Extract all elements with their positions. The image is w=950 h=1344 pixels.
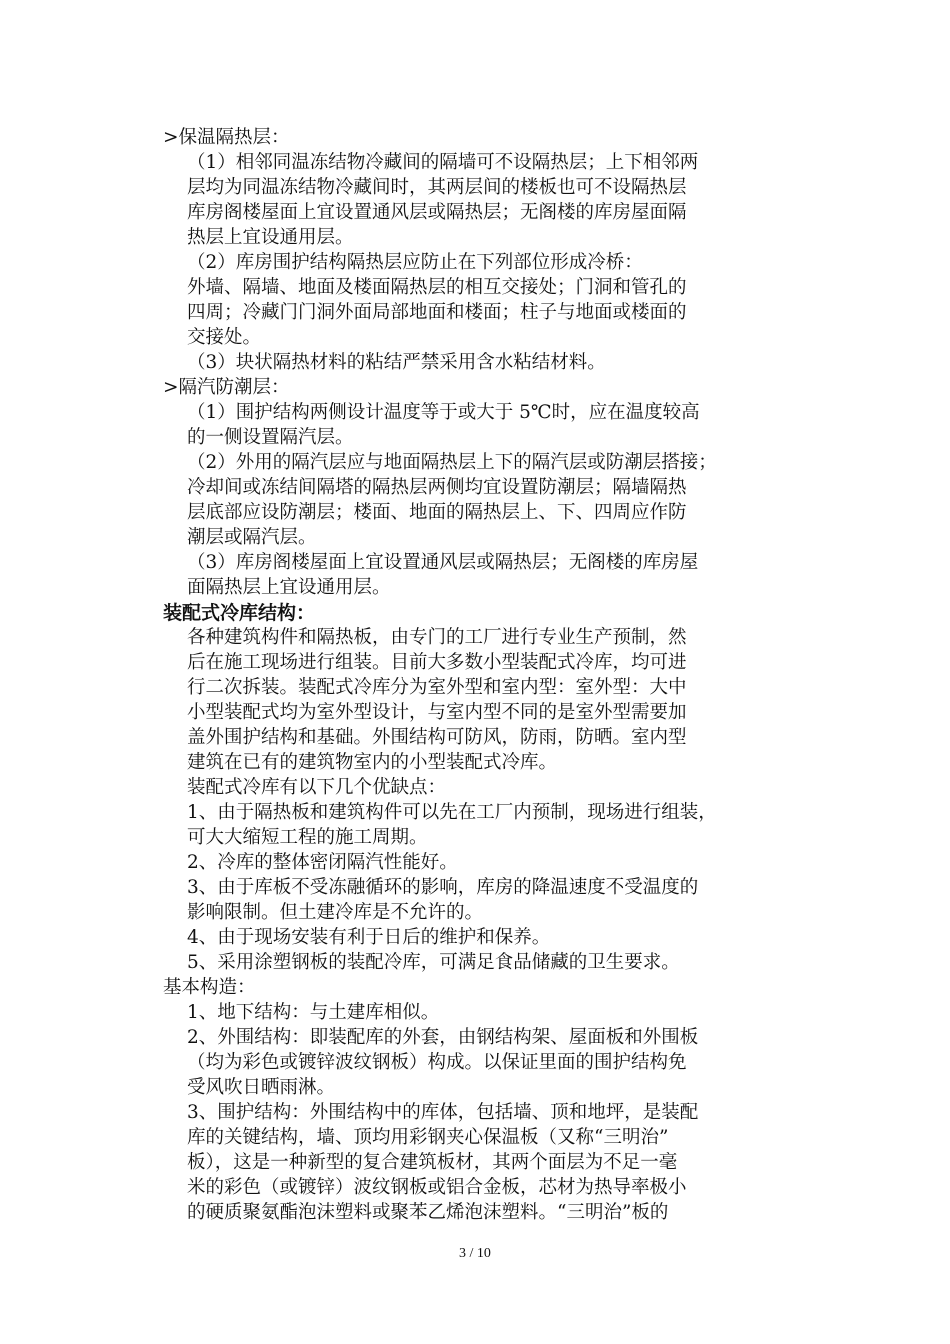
- text-line: 盖外围护结构和基础。外围结构可防风，防雨，防晒。室内型: [187, 727, 687, 748]
- text-line: 小型装配式均为室外型设计，与室内型不同的是室外型需要加: [187, 702, 687, 723]
- text-line: 影响限制。但土建冷库是不允许的。: [187, 902, 484, 923]
- text-line: 潮层或隔汽层。: [187, 527, 317, 548]
- text-line: 4、由于现场安装有利于日后的维护和保养。: [187, 927, 551, 948]
- text-line: 可大大缩短工程的施工周期。: [187, 827, 428, 848]
- text-line: 3、围护结构：外围结构中的库体，包括墙、顶和地坪，是装配: [187, 1102, 699, 1123]
- text-line: 米的彩色（或镀锌）波纹钢板或铝合金板，芯材为热导率极小: [187, 1177, 687, 1198]
- text-line: 交接处。: [187, 327, 262, 348]
- text-line: 热层上宜设通用层。: [187, 227, 354, 248]
- text-line: 3、由于库板不受冻融循环的影响，库房的降温速度不受温度的: [187, 877, 699, 898]
- text-line: 库房阁楼屋面上宜设置通风层或隔热层；无阁楼的库房屋面隔: [187, 202, 687, 223]
- text-line: 建筑在已有的建筑物室内的小型装配式冷库。: [187, 752, 558, 773]
- text-line: 各种建筑构件和隔热板，由专门的工厂进行专业生产预制，然: [187, 627, 687, 648]
- text-line: 装配式冷库有以下几个优缺点：: [187, 777, 447, 798]
- text-line: 面隔热层上宜设通用层。: [187, 577, 391, 598]
- text-line: 的硬质聚氨酯泡沫塑料或聚苯乙烯泡沫塑料。“三明治”板的: [187, 1202, 669, 1223]
- text-line: 层底部应设防潮层；楼面、地面的隔热层上、下、四周应作防: [187, 502, 687, 523]
- text-line: >隔汽防潮层：: [163, 377, 290, 398]
- text-line: （3）块状隔热材料的粘结严禁采用含水粘结材料。: [187, 352, 606, 373]
- text-line: 后在施工现场进行组装。目前大多数小型装配式冷库，均可进: [187, 652, 687, 673]
- text-line: （1）围护结构两侧设计温度等于或大于 5℃时，应在温度较高: [187, 402, 700, 423]
- text-line: （2）外用的隔汽层应与地面隔热层上下的隔汽层或防潮层搭接；: [187, 452, 717, 473]
- text-line: 1、由于隔热板和建筑构件可以先在工厂内预制，现场进行组装，: [187, 802, 717, 823]
- text-line: 5、采用涂塑钢板的装配冷库，可满足食品储藏的卫生要求。: [187, 952, 680, 973]
- text-line: 行二次拆装。装配式冷库分为室外型和室内型：室外型：大中: [187, 677, 687, 698]
- text-line: 库的关键结构，墙、顶均用彩钢夹心保温板（又称“三明治”: [187, 1127, 669, 1148]
- text-line: 2、外围结构：即装配库的外套，由钢结构架、屋面板和外围板: [187, 1027, 699, 1048]
- text-line: 四周；冷藏门门洞外面局部地面和楼面；柱子与地面或楼面的: [187, 302, 687, 323]
- page-number: 3 / 10: [459, 1246, 491, 1261]
- text-line: 的一侧设置隔汽层。: [187, 427, 354, 448]
- text-line: 层均为同温冻结物冷藏间时，其两层间的楼板也可不设隔热层: [187, 177, 687, 198]
- section-heading: 装配式冷库结构：: [163, 602, 316, 624]
- text-line: >保温隔热层：: [163, 127, 290, 148]
- text-line: 外墙、隔墙、地面及楼面隔热层的相互交接处；门洞和管孔的: [187, 277, 687, 298]
- text-line: 受风吹日晒雨淋。: [187, 1077, 336, 1098]
- text-line: 冷却间或冻结间隔塔的隔热层两侧均宜设置防潮层；隔墙隔热: [187, 477, 687, 498]
- text-line: （1）相邻同温冻结物冷藏间的隔墙可不设隔热层；上下相邻两: [187, 152, 699, 173]
- text-line: 基本构造：: [163, 977, 256, 998]
- text-line: （3）库房阁楼屋面上宜设置通风层或隔热层；无阁楼的库房屋: [187, 552, 699, 573]
- text-line: （2）库房围护结构隔热层应防止在下列部位形成冷桥：: [187, 252, 643, 273]
- text-line: 板），这是一种新型的复合建筑板材，其两个面层为不足一毫: [187, 1152, 678, 1173]
- text-line: （均为彩色或镀锌波纹钢板）构成。以保证里面的围护结构免: [187, 1052, 687, 1073]
- text-line: 2、冷库的整体密闭隔汽性能好。: [187, 852, 458, 873]
- text-line: 1、地下结构：与土建库相似。: [187, 1002, 440, 1023]
